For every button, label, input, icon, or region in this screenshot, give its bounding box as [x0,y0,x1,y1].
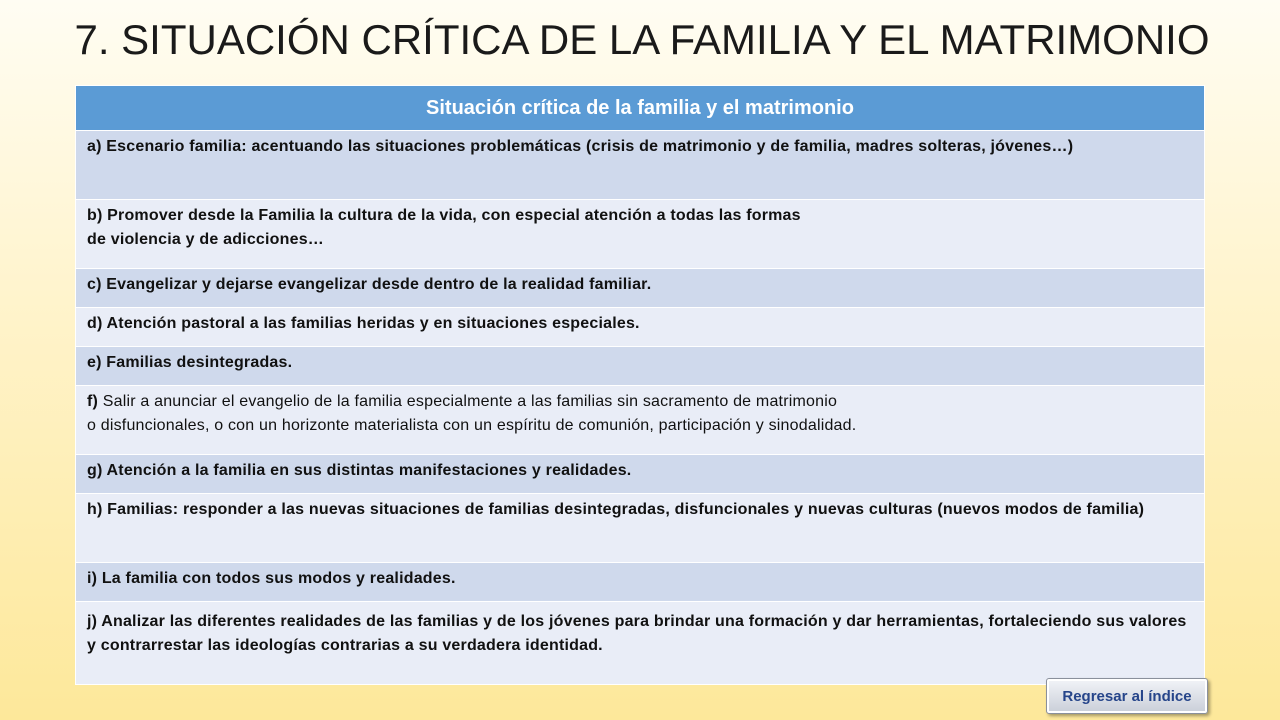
slide-title: 7. SITUACIÓN CRÍTICA DE LA FAMILIA Y EL MATRIMONIO [74,16,1210,63]
row-i-text: i) La familia con todos sus modos y realidades. [76,563,1205,602]
row-f-prefix: f) [87,393,99,410]
row-f-cell [76,386,1205,455]
row-c-text: c) Evangelizar y dejarse evangelizar desde dentro de la realidad familiar. [76,269,1205,308]
row-f-line2: o disfuncionales, o con un horizonte materialista con un espíritu de comunión, participación y sinodalidad. [87,417,857,434]
row-e-text: e) Familias desintegradas. [76,347,1205,386]
table-row [76,563,1205,602]
row-h-text: h) Familias: responder a las nuevas situaciones de familias desintegradas, disfuncionales y nuevas culturas (nuevos modos de familia) [76,494,1205,563]
table-row [76,455,1205,494]
back-to-index-button[interactable]: Regresar al índice [1046,678,1208,714]
table-row [76,602,1205,685]
row-a-text: a) Escenario familia: acentuando las situaciones problemáticas (crisis de matrimonio y de familia, madres solteras, jóvenes…) [76,131,1205,200]
row-b-line2: de violencia y de adicciones… [87,231,325,248]
table-row [76,269,1205,308]
table-row [76,308,1205,347]
row-g-text: g) Atención a la familia en sus distintas manifestaciones y realidades. [76,455,1205,494]
table-row [76,131,1205,200]
row-d-text: d) Atención pastoral a las familias heridas y en situaciones especiales. [76,308,1205,347]
row-f-line1: Salir a anunciar el evangelio de la familia especialmente a las familias sin sacramento de matrimonio [102,393,838,410]
table-row [76,347,1205,386]
table-header: Situación crítica de la familia y el matrimonio [76,86,1205,131]
table-row [76,494,1205,563]
table-row [76,200,1205,269]
table-row [76,386,1205,455]
row-b-cell [76,200,1205,269]
row-j-text: j) Analizar las diferentes realidades de las familias y de los jóvenes para brindar una formación y dar herramientas, fortaleciendo sus valores y contrarrestar las ideologías contrarias a su verdadera identidad. [76,602,1205,685]
situation-table [75,85,1205,685]
row-b-line1: b) Promover desde la Familia la cultura de la vida, con especial atención a todas las formas [87,207,801,224]
